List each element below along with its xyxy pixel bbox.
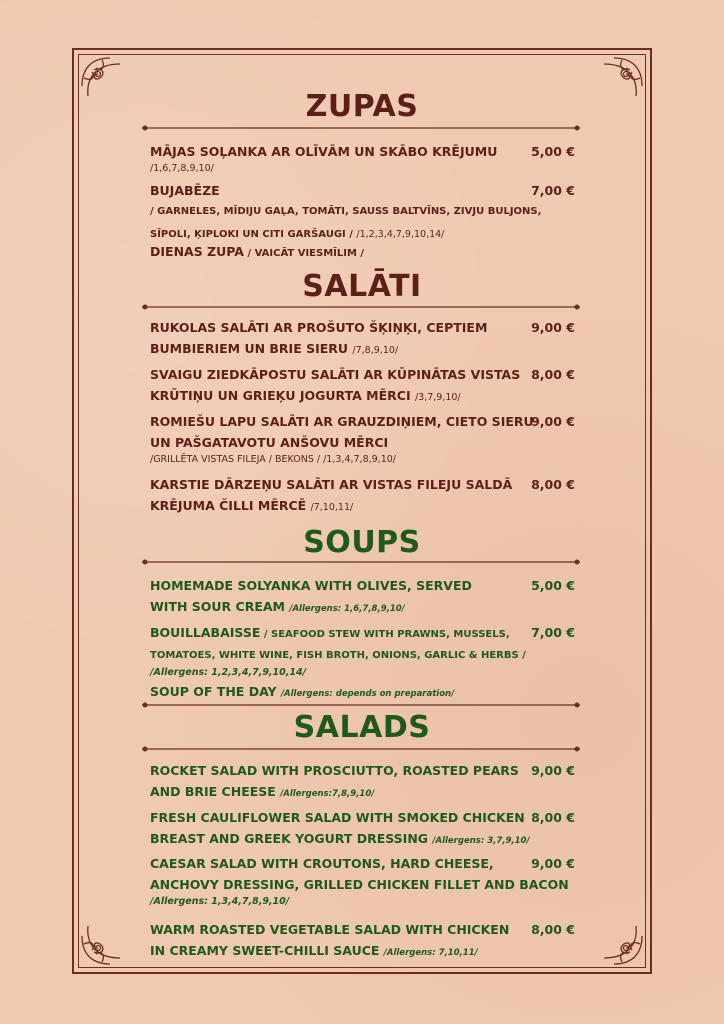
menu-item: SVAIGU ZIEDKĀPOSTU SALĀTI AR KŪPINĀTAS VISTAS KRŪTIŅU UN GRIEĶU JOGURTA MĒRCI /3,7,9,10/ 8,00 € <box>150 364 575 408</box>
item-price: 8,00 € <box>531 922 575 937</box>
item-price: 8,00 € <box>531 810 575 825</box>
menu-item: BUJABĒZE / GARNELES, MĪDIJU GAĻA, TOMĀTI, SAUSS BALTVĪNS, ZIVJU BULJONS, SĪPOLI, ĶIPLOKI UN CITI GARŠAUGI / /1,2,3,4,7,9,10,14/ 7,00 € <box>150 180 575 245</box>
item-price: 9,00 € <box>531 320 575 335</box>
menu-item: CAESAR SALAD WITH CROUTONS, HARD CHEESE, ANCHOVY DRESSING, GRILLED CHICKEN FILLET AND BACON /Allergens: 1,3,4,7,8,9,10/ 9,00 € <box>150 853 575 909</box>
menu-item: ROMIEŠU LAPU SALĀTI AR GRAUZDIŅIEM, CIETO SIERU UN PAŠGATAVOTU ANŠOVU MĒRCI /GRILLĒTA VISTAS FILEJA / BEKONS / /1,3,4,7,8,9,10/ 9,00 € <box>150 411 575 467</box>
section-divider <box>142 744 580 754</box>
menu-item: ROCKET SALAD WITH PROSCIUTTO, ROASTED PEARS AND BRIE CHEESE /Allergens:7,8,9,10/ 9,00 € <box>150 760 575 805</box>
section-divider <box>142 557 580 567</box>
menu-item: HOMEMADE SOLYANKA WITH OLIVES, SERVED WITH SOUR CREAM /Allergens: 1,6,7,8,9,10/ 5,00 € <box>150 575 575 620</box>
corner-ornament-icon <box>80 912 134 966</box>
menu-item: FRESH CAULIFLOWER SALAD WITH SMOKED CHICKEN BREAST AND GREEK YOGURT DRESSING /Allergens: 3,7,9,10/ 8,00 € <box>150 807 575 852</box>
item-price: 5,00 € <box>531 144 575 159</box>
section-divider <box>142 302 580 312</box>
menu-item: SOUP OF THE DAY /Allergens: depends on preparation/ <box>150 684 455 699</box>
section-divider <box>142 123 580 133</box>
section-title-salads: SALADS <box>293 710 431 745</box>
menu-item: WARM ROASTED VEGETABLE SALAD WITH CHICKEN IN CREAMY SWEET-CHILLI SAUCE /Allergens: 7,10,11/ 8,00 € <box>150 919 575 964</box>
item-price: 9,00 € <box>531 414 575 429</box>
item-price: 7,00 € <box>531 625 575 640</box>
item-price: 9,00 € <box>531 763 575 778</box>
menu-item: MĀJAS SOĻANKA AR OLĪVĀM UN SKĀBO KRĒJUMU /1,6,7,8,9,10/ 5,00 € <box>150 141 575 176</box>
item-price: 8,00 € <box>531 367 575 382</box>
corner-ornament-icon <box>590 912 644 966</box>
item-price: 7,00 € <box>531 183 575 198</box>
menu-item: KARSTIE DĀRZEŅU SALĀTI AR VISTAS FILEJU SALDĀ KRĒJUMA ČILLI MĒRCĒ /7,10,11/ 8,00 € <box>150 474 575 518</box>
item-price: 5,00 € <box>531 578 575 593</box>
section-title-soups: SOUPS <box>303 525 421 560</box>
section-title-salati: SALĀTI <box>302 269 422 304</box>
menu-item: DIENAS ZUPA / VAICĀT VIESMĪLIM / <box>150 244 365 259</box>
section-title-zupas: ZUPAS <box>305 89 419 124</box>
item-price: 9,00 € <box>531 856 575 871</box>
menu-item: RUKOLAS SALĀTI AR PROŠUTO ŠĶIŅĶI, CEPTIEM BUMBIERIEM UN BRIE SIERU /7,8,9,10/ 9,00 € <box>150 317 575 361</box>
section-divider <box>142 700 580 710</box>
item-price: 8,00 € <box>531 477 575 492</box>
menu-item: BOUILLABAISSE / SEAFOOD STEW WITH PRAWNS, MUSSELS, TOMATOES, WHITE WINE, FISH BROTH, ONIONS, GARLIC & HERBS / /Allergens: 1,2,3,4,7,9,10,14/ 7,00 € <box>150 622 575 680</box>
